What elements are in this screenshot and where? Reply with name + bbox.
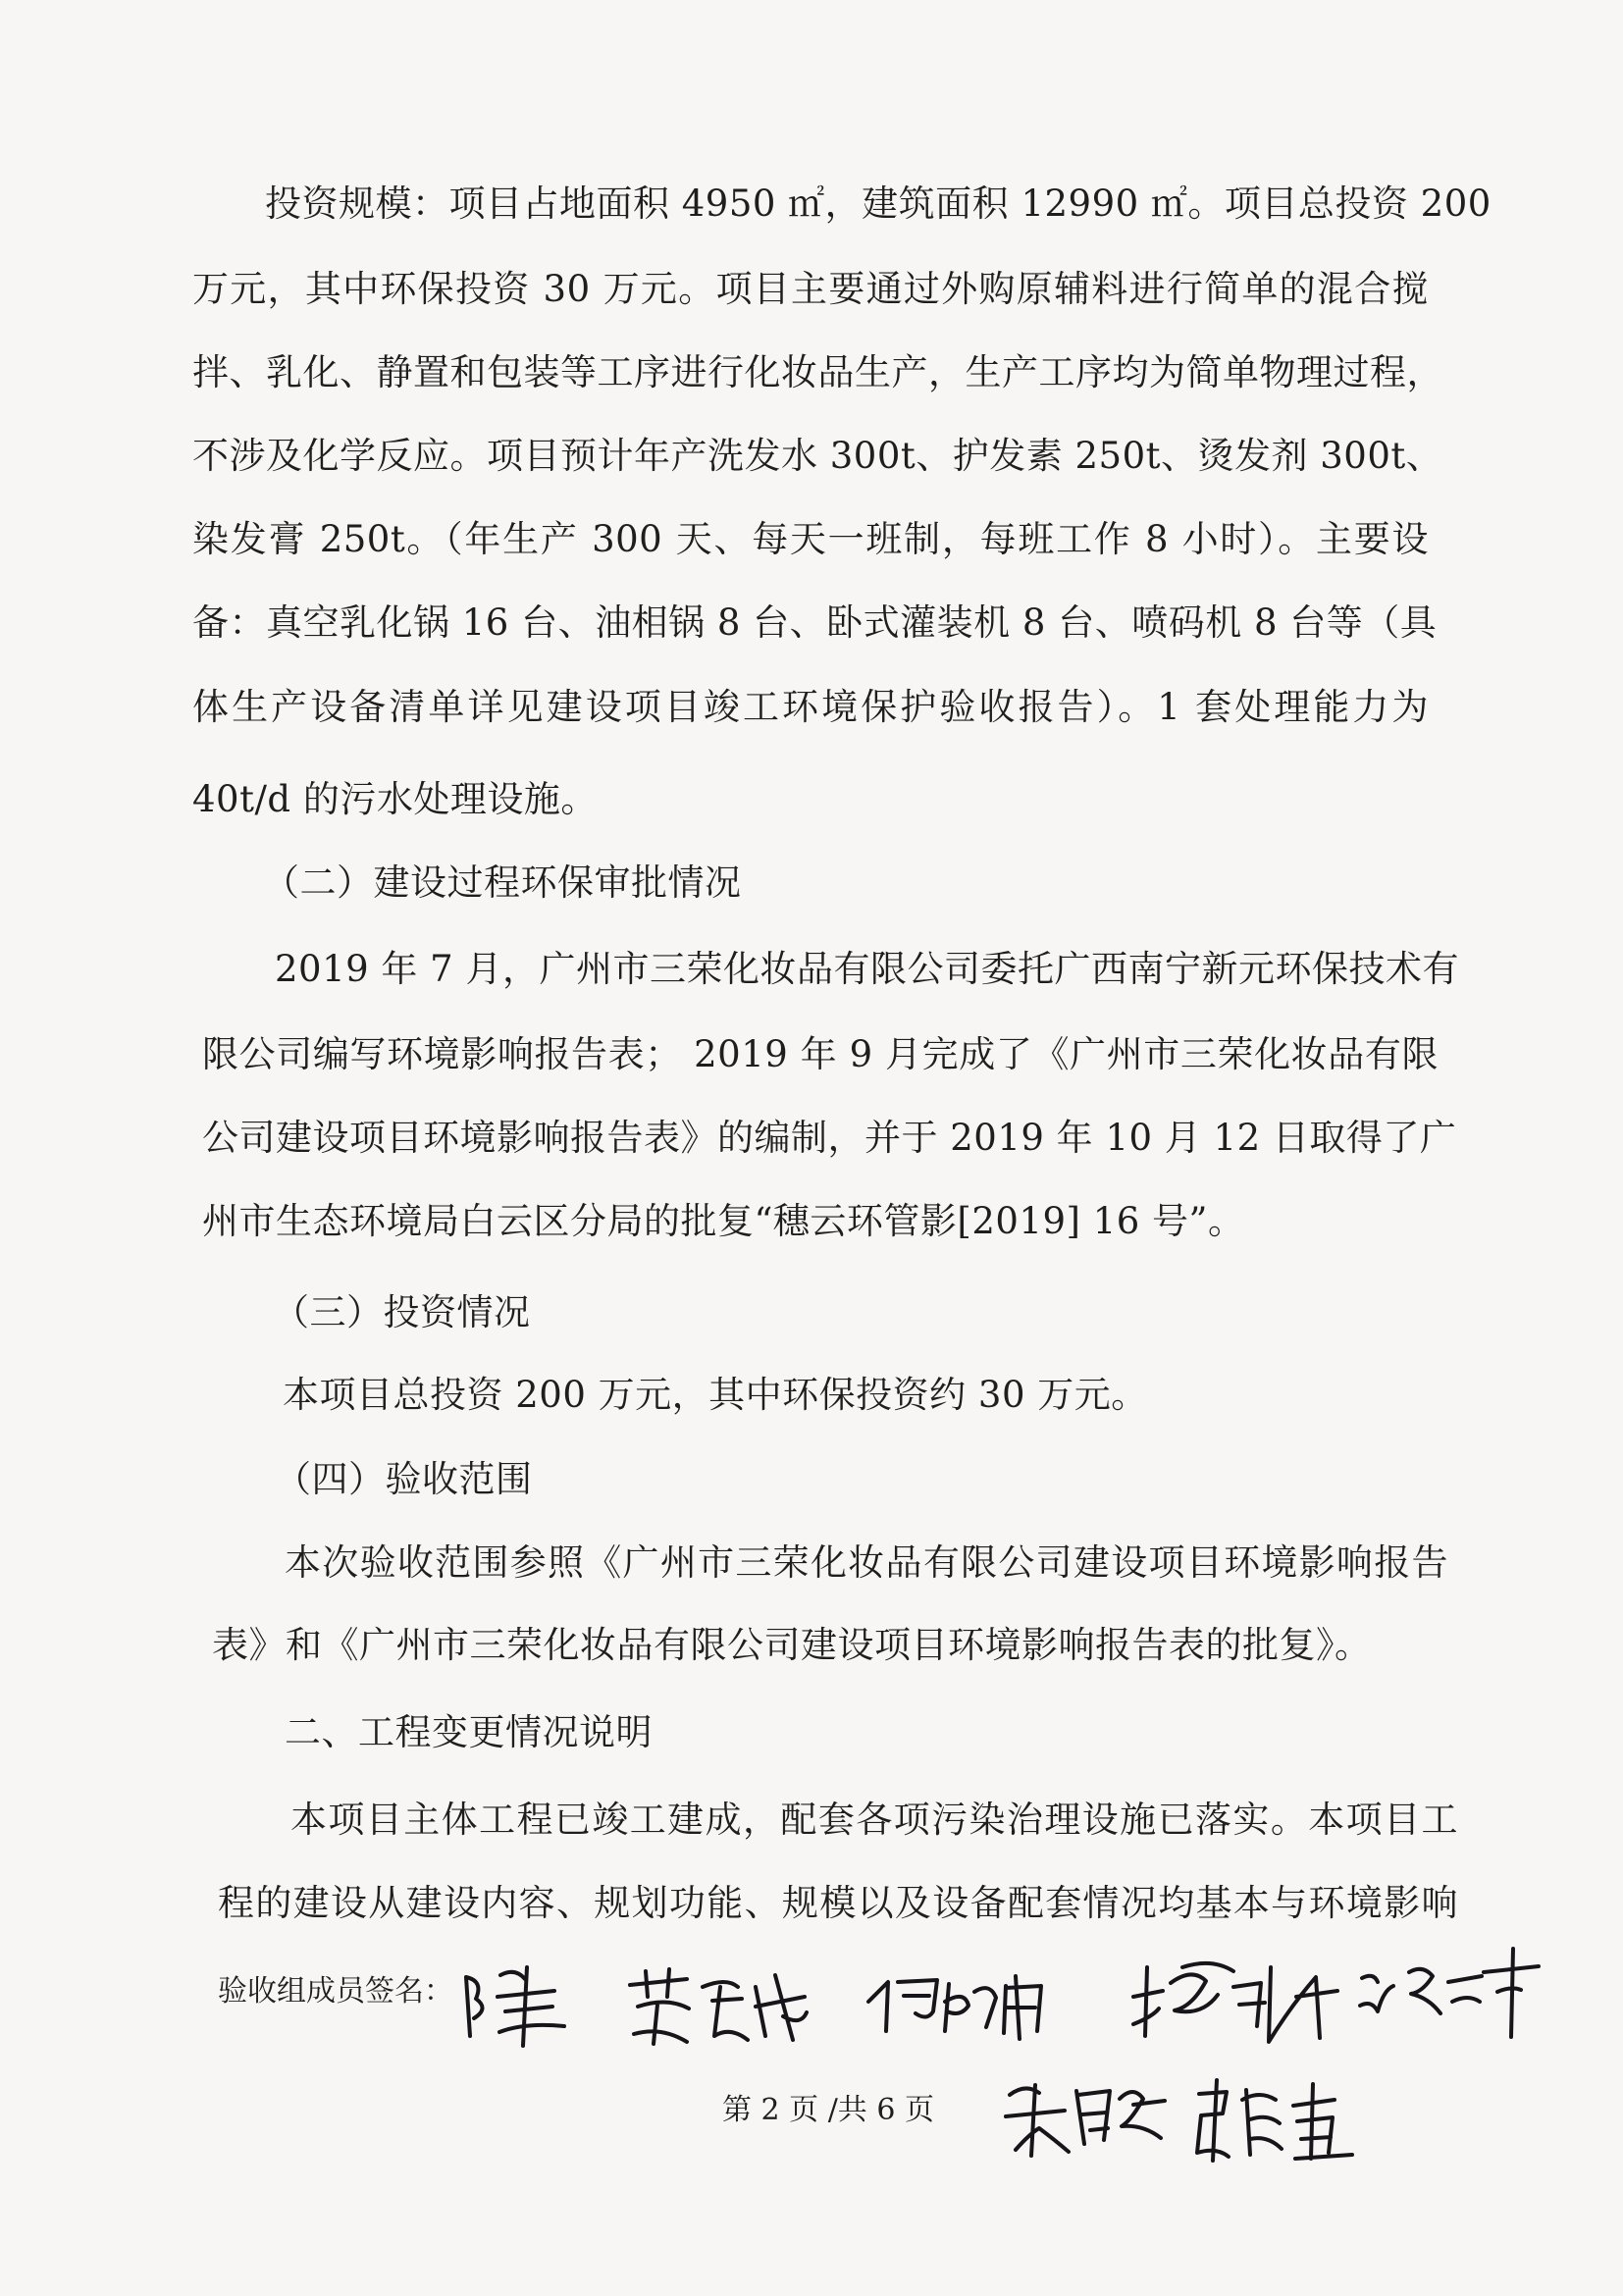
body-line: 本项目主体工程已竣工建成，配套各项污染治理设施已落实。本项目工 [290,1799,1458,1841]
page-number: 第 2 页 /共 6 页 [722,2093,934,2127]
section-heading: （三）投资情况 [273,1291,531,1333]
body-line: 不涉及化学反应。项目预计年产洗发水 300t、护发素 250t、烫发剂 300t、 [192,435,1443,477]
signature-7 [1187,2070,1364,2168]
body-line: 40t/d 的污水处理设施。 [192,778,598,820]
body-line: 本次验收范围参照《广州市三荣化妆品有限公司建设项目环境影响报告 [285,1541,1448,1584]
body-line: 投资规模：项目占地面积 4950 ㎡，建筑面积 12990 ㎡。项目总投资 200 [265,183,1492,225]
signature-3 [859,1962,1055,2046]
body-line: 2019 年 7 月，广州市三荣化妆品有限公司委托广西南宁新元环保技术有 [275,948,1459,990]
body-line: 州市生态环境局白云区分局的批复“穗云环管影[2019] 16 号”。 [202,1200,1245,1242]
section-heading: 二、工程变更情况说明 [285,1711,653,1753]
signature-2 [618,1957,814,2051]
body-line: 程的建设从建设内容、规划功能、规模以及设备配套情况均基本与环境影响 [218,1882,1458,1924]
body-line: 表》和《广州市三荣化妆品有限公司建设项目环境影响报告表的批复》。 [212,1624,1372,1666]
body-line: 万元，其中环保投资 30 万元。项目主要通过外购原辅料进行简单的混合搅 [192,268,1429,310]
signature-5 [1354,1943,1550,2041]
section-heading: （二）建设过程环保审批情况 [263,861,742,904]
body-line: 拌、乳化、静置和包装等工序进行化妆品生产，生产工序均为简单物理过程， [192,351,1443,393]
signature-label: 验收组成员签名： [218,1974,453,2009]
body-line: 备：真空乳化锅 16 台、油相锅 8 台、卧式灌装机 8 台、喷码机 8 台等（具 [192,601,1438,644]
signature-1 [456,1957,574,2051]
body-line: 限公司编写环境影响报告表； 2019 年 9 月完成了《广州市三荣化妆品有限 [202,1033,1439,1075]
body-line: 本项目总投资 200 万元，其中环保投资约 30 万元。 [283,1374,1148,1416]
body-line: 染发膏 250t。（年生产 300 天、每天一班制，每班工作 8 小时）。主要设 [192,518,1429,560]
body-line: 公司建设项目环境影响报告表》的编制，并于 2019 年 10 月 12 日取得了广 [202,1117,1457,1159]
signature-6 [996,2065,1173,2164]
body-line: 体生产设备清单详见建设项目竣工环境保护验收报告）。1 套处理能力为 [192,686,1429,728]
section-heading: （四）验收范围 [275,1458,533,1500]
signature-4 [1124,1948,1349,2056]
